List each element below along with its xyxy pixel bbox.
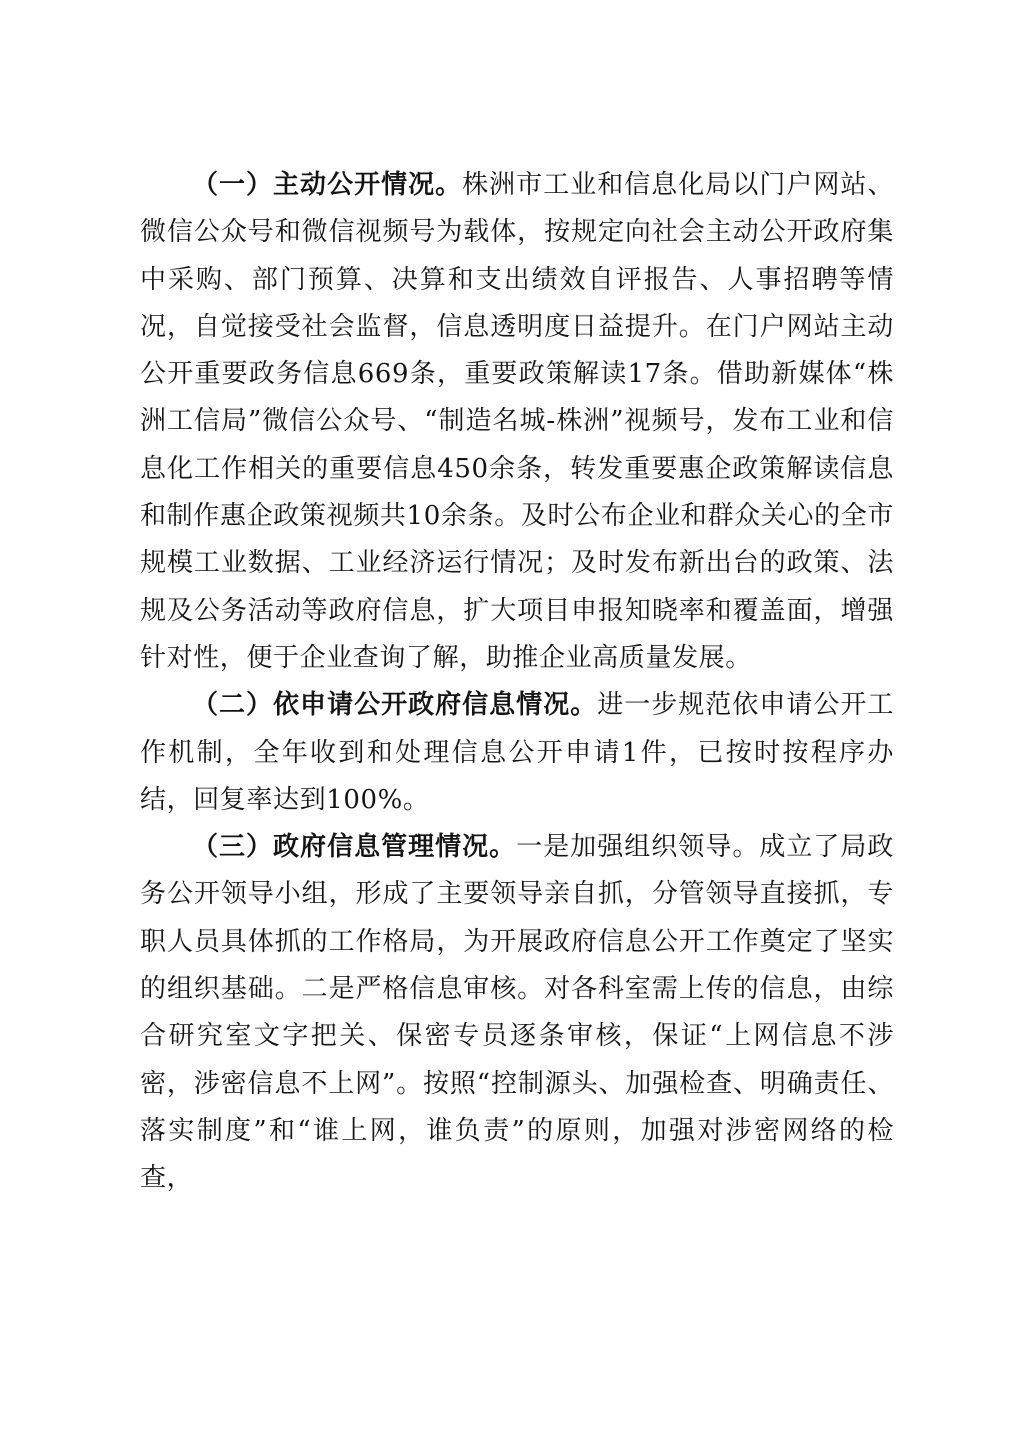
- section-heading-2: （二）依申请公开政府信息情况。: [192, 690, 598, 721]
- paragraph-application-disclosure: [140, 682, 894, 824]
- document-body: [140, 162, 894, 1203]
- paragraph-text-1: 株洲市工业和信息化局以门户网站、微信公众号和微信视频号为载体，按规定向社会主动公开政府集中采购、部门预算、决算和支出绩效自评报告、人事招聘等情况，自觉接受社会监督，信息透明度日益提升。在门户网站主动公开重要政务信息669条，重要政策解读17条。借助新媒体“株洲工信局”微信公众号、“制造名城-株洲”视频号，发布工业和信息化工作相关的重要信息450余条，转发重要惠企政策解读信息和制作惠企政策视频共10余条。及时公布企业和群众关心的全市规模工业数据、工业经济运行情况；及时发布新出台的政策、法规及公务活动等政府信息，扩大项目申报知晓率和覆盖面，增强针对性，便于企业查询了解，助推企业高质量发展。: [140, 170, 894, 673]
- paragraph-text-2: 进一步规范依申请公开工作机制，全年收到和处理信息公开申请1件，已按时按程序办结，回复率达到100%。: [140, 690, 894, 815]
- section-heading-3: （三）政府信息管理情况。: [192, 832, 517, 863]
- paragraph-information-management: [140, 824, 894, 1202]
- paragraph-proactive-disclosure: [140, 162, 894, 682]
- paragraph-text-3: 一是加强组织领导。成立了局政务公开领导小组，形成了主要领导亲自抓，分管领导直接抓，专职人员具体抓的工作格局，为开展政府信息公开工作奠定了坚实的组织基础。二是严格信息审核。对各科室需上传的信息，由综合研究室文字把关、保密专员逐条审核，保证“上网信息不涉密，涉密信息不上网”。按照“控制源头、加强检查、明确责任、落实制度”和“谁上网，谁负责”的原则，加强对涉密网络的检查，: [140, 832, 895, 1194]
- section-heading-1: （一）主动公开情况。: [192, 170, 463, 200]
